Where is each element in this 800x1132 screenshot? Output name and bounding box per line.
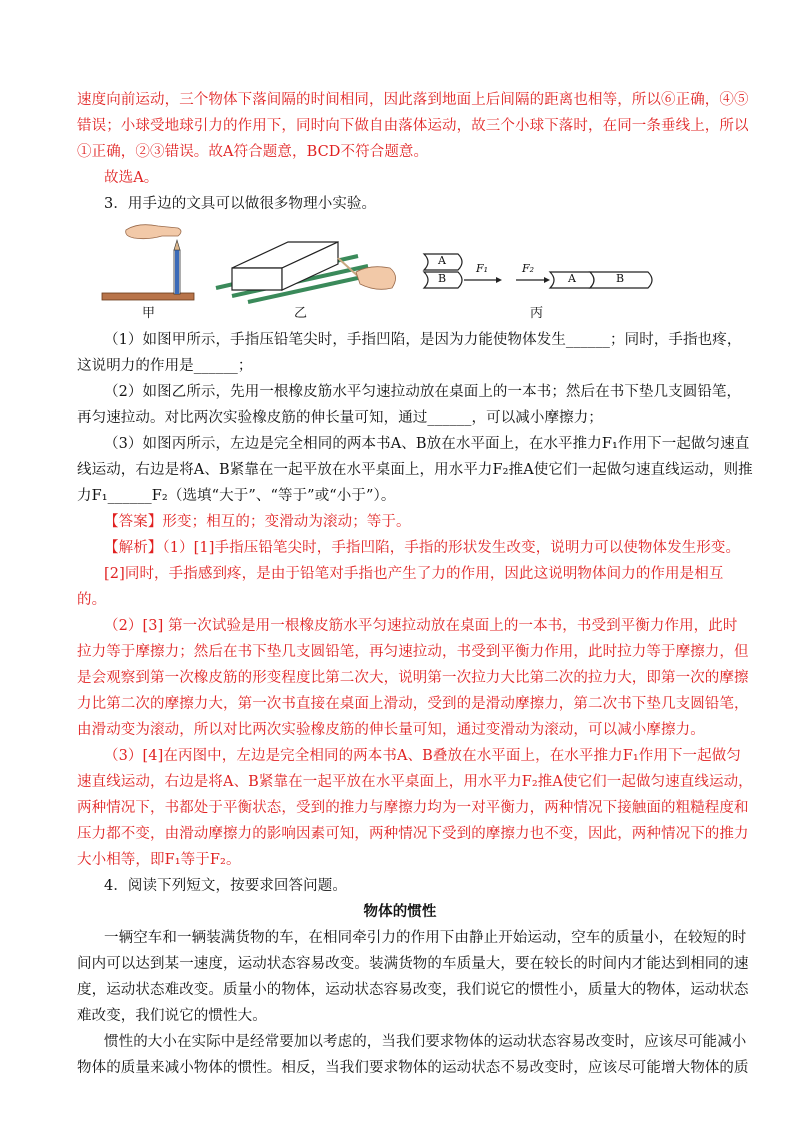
passage-line: 惯性的大小在实际中是经常要加以考虑的，当我们要求物体的运动状态容易改变时，应该尽可能减小: [104, 1034, 747, 1050]
text-line: 是会观察到第一次橡皮筋的形变程度比第二次大，说明第一次拉力大比第二次的拉力大，即第一次的摩擦: [77, 670, 749, 686]
question-4-title: 4．阅读下列短文，按要求回答问题。: [104, 878, 347, 894]
passage-line: 度，运动状态难改变。质量小的物体，运动状态容易改变，我们说它的惯性小，质量大的物体，运动状态: [77, 982, 749, 998]
passage-line: 物体的质量来减小物体的惯性。相反，当我们要求物体的运动状态不易改变时，应该尽可能增大物体的质: [77, 1060, 749, 1076]
force-f1-label: F₁: [476, 262, 489, 275]
text-line: 的。: [77, 592, 107, 608]
experiment-illustration: [98, 222, 678, 322]
figure-bing-right: [516, 272, 652, 288]
passage-line: 间内可以达到某一速度，运动状态容易改变。装满货物的车质量大，要在较长的时间内才能达到相同的速: [77, 956, 749, 972]
question-3-part-2: （2）如图乙所示，先用一根橡皮筋水平匀速拉动放在桌面上的一本书；然后在书下垫几支圆铅笔，: [104, 384, 742, 400]
text-line: （3）[4]在丙图中，左边是完全相同的两本书A、B叠放在水平面上，在水平推力F₁作用下一起做匀: [104, 748, 741, 764]
text-line: 速度向前运动，三个物体下落间隔的时间相同，因此落到地面上后间隔的距离也相等，所以⑥正确，④⑤: [77, 92, 749, 108]
text-line: 两种情况下，书都处于平衡状态，受到的推力与摩擦力均为一对平衡力，两种情况下接触面的粗糙程度和: [77, 800, 749, 816]
book-a-label-right: A: [568, 272, 576, 285]
text-line: 拉力等于摩擦力；然后在书下垫几支圆铅笔，再匀速拉动，书受到平衡力作用，此时拉力等于摩擦力，但: [77, 644, 749, 660]
figure-caption-jia: 甲: [142, 306, 156, 321]
book-b-label-right: B: [616, 272, 625, 285]
passage-line: 一辆空车和一辆装满货物的车，在相同牵引力的作用下由静止开始运动，空车的质量小，在较短的时: [104, 930, 747, 946]
text-line: 压力都不变，由滑动摩擦力的影响因素可知，两种情况下受到的摩擦力也不变，因此，两种情况下的推力: [77, 826, 749, 842]
analysis-line: 【解析】（1）[1]手指压铅笔尖时，手指凹陷，手指的形状发生改变，说明力可以使物体发生形变。: [104, 540, 741, 556]
text-line: 力比第二次的摩擦力大，第一次书直接在桌面上滑动，受到的是滑动摩擦力，第二次书下垫几支圆铅笔，: [77, 696, 749, 712]
force-f2-label: F₂: [522, 262, 535, 275]
passage-line: 难改变，我们说它的惯性大。: [77, 1008, 267, 1024]
figure-bing-left: [424, 254, 502, 288]
book-b-label-left: B: [438, 272, 447, 285]
question-3-part-3: （3）如图丙所示，左边是完全相同的两本书A、B放在水平面上，在水平推力F₁作用下一起做匀速直: [104, 436, 750, 452]
text-line: 再匀速拉动。对比两次实验橡皮筋的伸长量可知，通过______，可以减小摩擦力；: [77, 410, 603, 426]
figure-caption-yi: 乙: [294, 306, 308, 321]
text-line: 这说明力的作用是______；: [77, 358, 253, 374]
text-line: 速直线运动，右边是将A、B紧靠在一起平放在水平桌面上，用水平力F₂推A使它们一起做匀速直线运动，: [77, 774, 753, 790]
text-line: 错误；小球受地球引力的作用下，同时向下做自由落体运动，故三个小球下落时，在同一条垂线上，所以: [77, 118, 749, 134]
passage-title: 物体的惯性: [363, 903, 437, 920]
question-3-part-1: （1）如图甲所示，手指压铅笔尖时，手指凹陷，是因为力能使物体发生______；同时，手指也疼，: [104, 332, 742, 348]
text-line: ①正确，②③错误。故A符合题意，BCD不符合题意。: [77, 144, 429, 160]
text-line: 力F₁______F₂（选填“大于”、“等于”或“小于”）。: [77, 488, 396, 504]
question-3-title: 3．用手边的文具可以做很多物理小实验。: [104, 196, 377, 212]
answer-line: 【答案】形变；相互的；变滑动为滚动；等于。: [104, 514, 411, 530]
book-a-label-left: A: [438, 254, 446, 267]
figure-caption-bing: 丙: [530, 306, 544, 321]
text-line: 由滑动变为滚动，所以对比两次实验橡皮筋的伸长量可知，通过变滑动为滚动，可以减小摩擦力。: [77, 722, 705, 738]
text-line: （2）[3] 第一次试验是用一根橡皮筋水平匀速拉动放在桌面上的一本书，书受到平衡力作用，此时: [104, 618, 738, 634]
text-line: [2]同时，手指感到疼，是由于铅笔对手指也产生了力的作用，因此这说明物体间力的作用是相互: [104, 566, 724, 582]
figure-yi: [216, 242, 396, 302]
text-line: 线运动，右边是将A、B紧靠在一起平放在水平桌面上，用水平力F₂推A使它们一起做匀速直线运动，则推: [77, 462, 753, 478]
text-line: 大小相等，即F₁等于F₂。: [77, 852, 241, 868]
figure-jia: [102, 225, 194, 300]
experiment-figure: [98, 222, 678, 322]
text-line: 故选A。: [104, 170, 159, 186]
